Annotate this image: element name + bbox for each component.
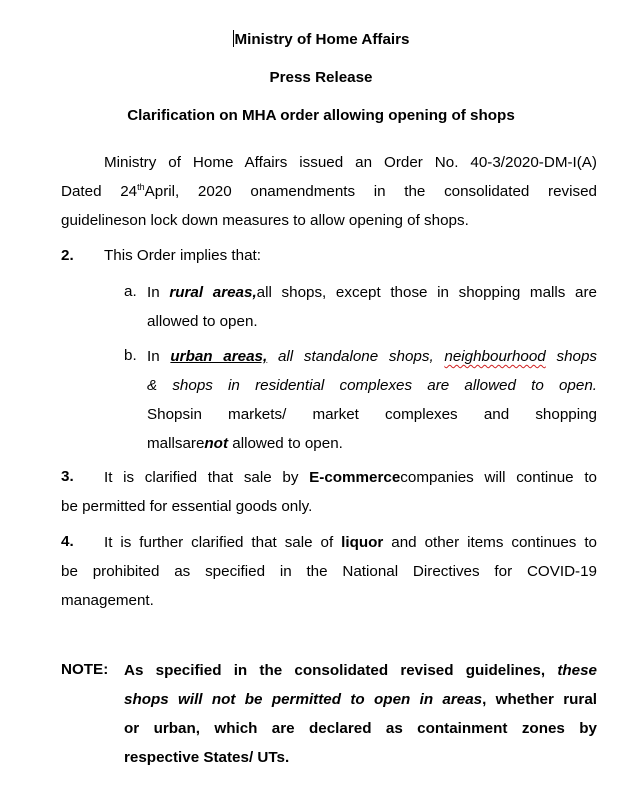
intro-paragraph: [61, 148, 597, 235]
point-4-line-3: management.: [61, 592, 154, 609]
press-release-heading: Press Release: [269, 69, 373, 86]
sub-a-line-1: In rural areas,all shops, except those in shopping malls are: [147, 284, 597, 301]
point-3-paragraph: [61, 463, 597, 521]
note-label: NOTE:: [61, 661, 109, 678]
point-4-line-2: be prohibited as specified in the National Directives for COVID-19: [61, 563, 597, 580]
sub-b-marker: b.: [124, 347, 137, 364]
note-line-1: As specified in the consolidated revised guidelines, these: [124, 662, 597, 679]
sub-a-line-2: allowed to open.: [147, 313, 258, 330]
note-line-2: shops will not be permitted to open in areas, whether rural: [124, 691, 598, 708]
intro-line-1: Ministry of Home Affairs issued an Order No. 40-3/2020-DM-I(A): [104, 154, 597, 171]
sub-a-paragraph: [147, 278, 597, 336]
point-3-number: 3.: [61, 468, 74, 485]
sub-a-marker: a.: [124, 283, 137, 300]
ministry-heading: Ministry of Home Affairs: [234, 31, 410, 48]
sub-b-paragraph: [147, 342, 597, 458]
sub-b-line-3: Shopsin markets/ market complexes and shopping: [147, 406, 597, 423]
note-line-3: or urban, which are declared as containment zones by: [124, 720, 597, 737]
intro-line-3: guidelineson lock down measures to allow opening of shops.: [61, 212, 469, 229]
point-4-paragraph: [61, 528, 597, 615]
point-2-number: 2.: [61, 247, 74, 264]
sub-b-line-4: mallsarenot allowed to open.: [147, 435, 343, 452]
point-2-text: This Order implies that:: [104, 247, 261, 264]
note-body: [124, 656, 597, 772]
point-4-number: 4.: [61, 533, 74, 550]
note-line-4: respective States/ UTs.: [124, 749, 290, 766]
text-cursor: [233, 30, 234, 47]
point-3-line-1: It is clarified that sale by E-commercecompanies will continue to: [104, 469, 597, 486]
intro-line-2: Dated 24thApril, 2020 onamendments in the consolidated revised: [61, 182, 597, 200]
spellcheck-word: neighbourhood: [444, 348, 546, 365]
subject-heading: Clarification on MHA order allowing opening of shops: [127, 107, 515, 124]
sub-b-line-1: In urban areas, all standalone shops, neighbourhood shops: [147, 348, 598, 365]
point-4-line-1: It is further clarified that sale of liquor and other items continues to: [104, 534, 597, 551]
point-3-line-2: be permitted for essential goods only.: [61, 498, 313, 515]
sub-b-line-2: & shops in residential complexes are allowed to open.: [147, 377, 597, 394]
